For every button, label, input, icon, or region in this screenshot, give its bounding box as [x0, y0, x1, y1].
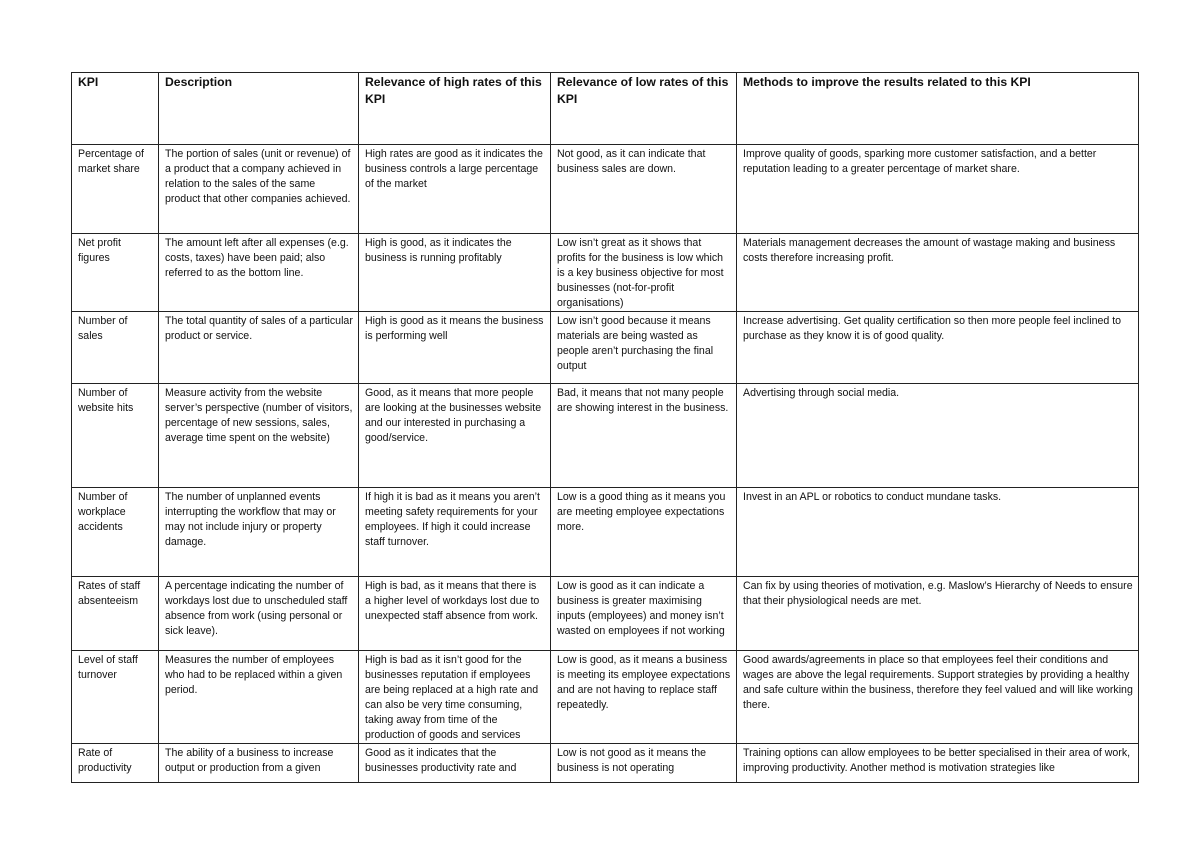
low-rate-cell: Low is good as it can indicate a business is greater maximising inputs (employees) and money isn’t wasted on employees if not working — [551, 577, 737, 651]
table-row — [72, 312, 1139, 384]
methods-cell: Invest in an APL or robotics to conduct mundane tasks. — [737, 488, 1139, 577]
low-rate-cell: Not good, as it can indicate that business sales are down. — [551, 145, 737, 234]
kpi-cell: Number of sales — [72, 312, 159, 384]
high-rate-cell: High is good as it means the business is performing well — [359, 312, 551, 384]
high-rate-cell: High is good, as it indicates the business is running profitably — [359, 234, 551, 312]
kpi-cell: Level of staff turnover — [72, 651, 159, 744]
methods-cell: Good awards/agreements in place so that employees feel their conditions and wages are above the legal requirements. Support strategies by providing a healthy and safe culture within the business, therefore they feel valued and will like working there. — [737, 651, 1139, 744]
table-header-row — [72, 73, 1139, 145]
high-rate-cell: High is bad as it isn’t good for the businesses reputation if employees are being replaced at a high rate and can also be very time consuming, taking away from time of the production of goods and services — [359, 651, 551, 744]
high-rate-cell: If high it is bad as it means you aren’t meeting safety requirements for your employees. If high it could increase staff turnover. — [359, 488, 551, 577]
description-cell: The total quantity of sales of a particular product or service. — [159, 312, 359, 384]
table-row — [72, 145, 1139, 234]
header-kpi: KPI — [72, 73, 159, 145]
kpi-cell: Rate of productivity — [72, 744, 159, 783]
kpi-cell: Number of website hits — [72, 384, 159, 488]
header-description: Description — [159, 73, 359, 145]
methods-cell: Improve quality of goods, sparking more customer satisfaction, and a better reputation leading to a greater percentage of market share. — [737, 145, 1139, 234]
low-rate-cell: Low is good, as it means a business is meeting its employee expectations and are not having to replace staff repeatedly. — [551, 651, 737, 744]
table-row — [72, 577, 1139, 651]
kpi-cell: Rates of staff absenteeism — [72, 577, 159, 651]
table-row — [72, 744, 1139, 783]
high-rate-cell: High rates are good as it indicates the business controls a large percentage of the market — [359, 145, 551, 234]
methods-cell: Can fix by using theories of motivation, e.g. Maslow’s Hierarchy of Needs to ensure that their physiological needs are met. — [737, 577, 1139, 651]
kpi-cell: Percentage of market share — [72, 145, 159, 234]
table-row — [72, 488, 1139, 577]
high-rate-cell: Good, as it means that more people are looking at the businesses website and our interested in purchasing a good/service. — [359, 384, 551, 488]
description-cell: The portion of sales (unit or revenue) of a product that a company achieved in relation to the sales of the same product that other companies achieved. — [159, 145, 359, 234]
low-rate-cell: Bad, it means that not many people are showing interest in the business. — [551, 384, 737, 488]
low-rate-cell: Low is not good as it means the business is not operating — [551, 744, 737, 783]
header-methods: Methods to improve the results related to this KPI — [737, 73, 1139, 145]
kpi-cell: Net profit figures — [72, 234, 159, 312]
table-row — [72, 651, 1139, 744]
kpi-table — [71, 72, 1139, 783]
header-high-rates: Relevance of high rates of this KPI — [359, 73, 551, 145]
methods-cell: Materials management decreases the amount of wastage making and business costs therefore increasing profit. — [737, 234, 1139, 312]
low-rate-cell: Low isn’t good because it means materials are being wasted as people aren’t purchasing the final output — [551, 312, 737, 384]
methods-cell: Advertising through social media. — [737, 384, 1139, 488]
description-cell: The number of unplanned events interrupting the workflow that may or may not include injury or property damage. — [159, 488, 359, 577]
description-cell: The amount left after all expenses (e.g. costs, taxes) have been paid; also referred to as the bottom line. — [159, 234, 359, 312]
table-row — [72, 384, 1139, 488]
high-rate-cell: Good as it indicates that the businesses productivity rate and — [359, 744, 551, 783]
description-cell: The ability of a business to increase output or production from a given — [159, 744, 359, 783]
methods-cell: Increase advertising. Get quality certification so then more people feel inclined to purchase as they know it is of good quality. — [737, 312, 1139, 384]
high-rate-cell: High is bad, as it means that there is a higher level of workdays lost due to unexpected staff absence from work. — [359, 577, 551, 651]
kpi-cell: Number of workplace accidents — [72, 488, 159, 577]
description-cell: Measures the number of employees who had to be replaced within a given period. — [159, 651, 359, 744]
description-cell: A percentage indicating the number of workdays lost due to unscheduled staff absence from work (using personal or sick leave). — [159, 577, 359, 651]
methods-cell: Training options can allow employees to be better specialised in their area of work, improving productivity. Another method is motivation strategies like — [737, 744, 1139, 783]
low-rate-cell: Low is a good thing as it means you are meeting employee expectations more. — [551, 488, 737, 577]
description-cell: Measure activity from the website server’s perspective (number of visitors, percentage of new sessions, sales, average time spent on the website) — [159, 384, 359, 488]
header-low-rates: Relevance of low rates of this KPI — [551, 73, 737, 145]
low-rate-cell: Low isn’t great as it shows that profits for the business is low which is a key business objective for most businesses (not-for-profit organisations) — [551, 234, 737, 312]
table-row — [72, 234, 1139, 312]
